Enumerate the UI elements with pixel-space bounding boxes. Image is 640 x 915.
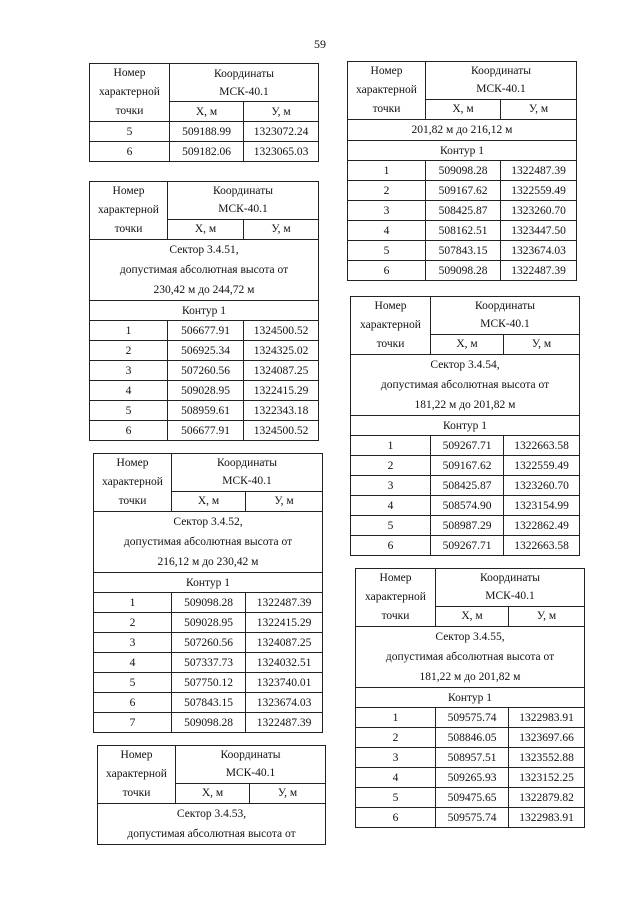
point-number: 3 <box>351 476 431 496</box>
y-coordinate: 1322879.82 <box>509 788 585 808</box>
x-coordinate: 508959.61 <box>168 401 244 421</box>
point-number: 1 <box>348 161 426 181</box>
table-row <box>348 201 577 221</box>
table-row <box>94 693 323 713</box>
y-coordinate: 1322983.91 <box>509 808 585 828</box>
sector-description: Сектор 3.4.53, допустимая абсолютная высота от <box>98 804 326 845</box>
sector-description: Сектор 3.4.52, допустимая абсолютная высота от 216,12 м до 230,42 м <box>94 512 323 573</box>
x-coordinate: 507750.12 <box>172 673 246 693</box>
table-row <box>348 261 577 281</box>
point-number: 5 <box>348 241 426 261</box>
x-coordinate: 509167.62 <box>426 181 501 201</box>
table-row <box>356 728 585 748</box>
header-point-number: Номер характерной точки <box>351 297 431 355</box>
header-x: X, м <box>170 102 244 122</box>
x-coordinate: 509028.95 <box>172 613 246 633</box>
header-y: У, м <box>250 783 326 803</box>
header-y: У, м <box>504 334 580 354</box>
y-coordinate: 1323740.01 <box>246 673 323 693</box>
contour-label: Контур 1 <box>90 301 319 321</box>
coordinates-table <box>89 63 319 162</box>
coordinates-table <box>97 745 326 845</box>
point-number: 1 <box>351 436 431 456</box>
header-point-number: Номер характерной точки <box>98 746 176 804</box>
point-number: 2 <box>351 456 431 476</box>
point-number: 1 <box>356 708 436 728</box>
y-coordinate: 1322487.39 <box>501 261 577 281</box>
table-row <box>351 476 580 496</box>
coordinates-table <box>347 61 577 281</box>
table-row <box>90 321 319 341</box>
coordinates-table <box>350 296 580 556</box>
y-coordinate: 1322559.49 <box>501 181 577 201</box>
x-coordinate: 508425.87 <box>431 476 504 496</box>
point-number: 2 <box>348 181 426 201</box>
point-number: 4 <box>356 768 436 788</box>
x-coordinate: 507260.56 <box>168 361 244 381</box>
table-row <box>356 788 585 808</box>
coordinates-table <box>355 568 585 828</box>
point-number: 3 <box>90 361 168 381</box>
x-coordinate: 508987.29 <box>431 516 504 536</box>
x-coordinate: 509182.06 <box>170 142 244 162</box>
y-coordinate: 1322415.29 <box>244 381 319 401</box>
y-coordinate: 1324032.51 <box>246 653 323 673</box>
y-coordinate: 1324500.52 <box>244 321 319 341</box>
header-coordinates: Координаты МСК-40.1 <box>172 454 323 492</box>
header-x: X, м <box>168 219 244 239</box>
table-row <box>348 181 577 201</box>
x-coordinate: 509098.28 <box>426 161 501 181</box>
header-point-number: Номер характерной точки <box>348 62 426 120</box>
x-coordinate: 506925.34 <box>168 341 244 361</box>
table-row <box>90 142 319 162</box>
x-coordinate: 508957.51 <box>436 748 509 768</box>
x-coordinate: 508162.51 <box>426 221 501 241</box>
header-point-number: Номер характерной точки <box>94 454 172 512</box>
page-number: 59 <box>314 37 326 51</box>
table-row <box>356 748 585 768</box>
x-coordinate: 509098.28 <box>172 593 246 613</box>
table-row <box>348 241 577 261</box>
header-coordinates: Координаты МСК-40.1 <box>176 746 326 784</box>
x-coordinate: 508846.05 <box>436 728 509 748</box>
y-coordinate: 1323152.25 <box>509 768 585 788</box>
sector-description: Сектор 3.4.55, допустимая абсолютная высота от 181,22 м до 201,82 м <box>356 627 585 688</box>
y-coordinate: 1324087.25 <box>244 361 319 381</box>
point-number: 3 <box>94 633 172 653</box>
table-row <box>90 122 319 142</box>
x-coordinate: 506677.91 <box>168 421 244 441</box>
table-row <box>351 516 580 536</box>
y-coordinate: 1322415.29 <box>246 613 323 633</box>
x-coordinate: 509267.71 <box>431 536 504 556</box>
y-coordinate: 1322559.49 <box>504 456 580 476</box>
point-number: 4 <box>94 653 172 673</box>
table-row <box>90 381 319 401</box>
point-number: 5 <box>90 122 170 142</box>
y-coordinate: 1323260.70 <box>501 201 577 221</box>
point-number: 4 <box>348 221 426 241</box>
sector-description: Сектор 3.4.51, допустимая абсолютная высота от 230,42 м до 244,72 м <box>90 240 319 301</box>
header-y: У, м <box>244 219 319 239</box>
point-number: 2 <box>90 341 168 361</box>
contour-label: Контур 1 <box>348 141 577 161</box>
x-coordinate: 507843.15 <box>426 241 501 261</box>
y-coordinate: 1323447.50 <box>501 221 577 241</box>
header-x: X, м <box>431 334 504 354</box>
y-coordinate: 1322343.18 <box>244 401 319 421</box>
x-coordinate: 508425.87 <box>426 201 501 221</box>
y-coordinate: 1324087.25 <box>246 633 323 653</box>
x-coordinate: 509575.74 <box>436 808 509 828</box>
coordinates-table <box>93 453 323 733</box>
y-coordinate: 1323065.03 <box>244 142 319 162</box>
table-row <box>94 713 323 733</box>
contour-label: Контур 1 <box>356 688 585 708</box>
table-row <box>94 613 323 633</box>
table-row <box>348 221 577 241</box>
point-number: 1 <box>90 321 168 341</box>
x-coordinate: 509267.71 <box>431 436 504 456</box>
table-row <box>351 536 580 556</box>
y-coordinate: 1323674.03 <box>246 693 323 713</box>
y-coordinate: 1322487.39 <box>246 713 323 733</box>
header-coordinates: Координаты МСК-40.1 <box>170 64 319 102</box>
x-coordinate: 509188.99 <box>170 122 244 142</box>
x-coordinate: 509098.28 <box>426 261 501 281</box>
y-coordinate: 1323697.66 <box>509 728 585 748</box>
point-number: 6 <box>351 536 431 556</box>
contour-label: Контур 1 <box>94 573 323 593</box>
point-number: 6 <box>356 808 436 828</box>
x-coordinate: 509475.65 <box>436 788 509 808</box>
header-coordinates: Координаты МСК-40.1 <box>431 297 580 335</box>
y-coordinate: 1323260.70 <box>504 476 580 496</box>
table-row <box>94 633 323 653</box>
table-row <box>351 456 580 476</box>
header-point-number: Номер характерной точки <box>356 569 436 627</box>
x-coordinate: 509098.28 <box>172 713 246 733</box>
table-row <box>94 673 323 693</box>
point-number: 6 <box>348 261 426 281</box>
x-coordinate: 509167.62 <box>431 456 504 476</box>
sector-description: 201,82 м до 216,12 м <box>348 120 577 141</box>
table-row <box>356 808 585 828</box>
x-coordinate: 507337.73 <box>172 653 246 673</box>
point-number: 1 <box>94 593 172 613</box>
header-point-number: Номер характерной точки <box>90 182 168 240</box>
point-number: 4 <box>351 496 431 516</box>
point-number: 5 <box>90 401 168 421</box>
header-x: X, м <box>426 99 501 119</box>
y-coordinate: 1322487.39 <box>246 593 323 613</box>
point-number: 6 <box>94 693 172 713</box>
table-row <box>90 361 319 381</box>
table-row <box>94 653 323 673</box>
header-point-number: Номер характерной точки <box>90 64 170 122</box>
header-coordinates: Координаты МСК-40.1 <box>168 182 319 220</box>
point-number: 6 <box>90 142 170 162</box>
y-coordinate: 1322487.39 <box>501 161 577 181</box>
header-x: X, м <box>172 491 246 511</box>
header-x: X, м <box>436 606 509 626</box>
x-coordinate: 507260.56 <box>172 633 246 653</box>
point-number: 6 <box>90 421 168 441</box>
point-number: 5 <box>94 673 172 693</box>
header-coordinates: Координаты МСК-40.1 <box>436 569 585 607</box>
table-row <box>94 593 323 613</box>
y-coordinate: 1324500.52 <box>244 421 319 441</box>
x-coordinate: 506677.91 <box>168 321 244 341</box>
x-coordinate: 509575.74 <box>436 708 509 728</box>
point-number: 2 <box>356 728 436 748</box>
y-coordinate: 1323154.99 <box>504 496 580 516</box>
point-number: 5 <box>351 516 431 536</box>
point-number: 7 <box>94 713 172 733</box>
sector-description: Сектор 3.4.54, допустимая абсолютная высота от 181,22 м до 201,82 м <box>351 355 580 416</box>
header-x: X, м <box>176 783 250 803</box>
y-coordinate: 1322663.58 <box>504 436 580 456</box>
y-coordinate: 1323072.24 <box>244 122 319 142</box>
x-coordinate: 508574.90 <box>431 496 504 516</box>
point-number: 3 <box>356 748 436 768</box>
y-coordinate: 1324325.02 <box>244 341 319 361</box>
x-coordinate: 509028.95 <box>168 381 244 401</box>
table-row <box>90 341 319 361</box>
contour-label: Контур 1 <box>351 416 580 436</box>
x-coordinate: 509265.93 <box>436 768 509 788</box>
point-number: 3 <box>348 201 426 221</box>
point-number: 4 <box>90 381 168 401</box>
point-number: 2 <box>94 613 172 633</box>
header-y: У, м <box>246 491 323 511</box>
y-coordinate: 1322862.49 <box>504 516 580 536</box>
y-coordinate: 1322663.58 <box>504 536 580 556</box>
header-y: У, м <box>244 102 319 122</box>
header-y: У, м <box>509 606 585 626</box>
table-row <box>356 768 585 788</box>
point-number: 5 <box>356 788 436 808</box>
table-row <box>351 436 580 456</box>
coordinates-table <box>89 181 319 441</box>
table-row <box>348 161 577 181</box>
table-row <box>90 401 319 421</box>
x-coordinate: 507843.15 <box>172 693 246 713</box>
table-row <box>351 496 580 516</box>
table-row <box>90 421 319 441</box>
table-row <box>356 708 585 728</box>
header-coordinates: Координаты МСК-40.1 <box>426 62 577 100</box>
y-coordinate: 1322983.91 <box>509 708 585 728</box>
y-coordinate: 1323674.03 <box>501 241 577 261</box>
y-coordinate: 1323552.88 <box>509 748 585 768</box>
header-y: У, м <box>501 99 577 119</box>
